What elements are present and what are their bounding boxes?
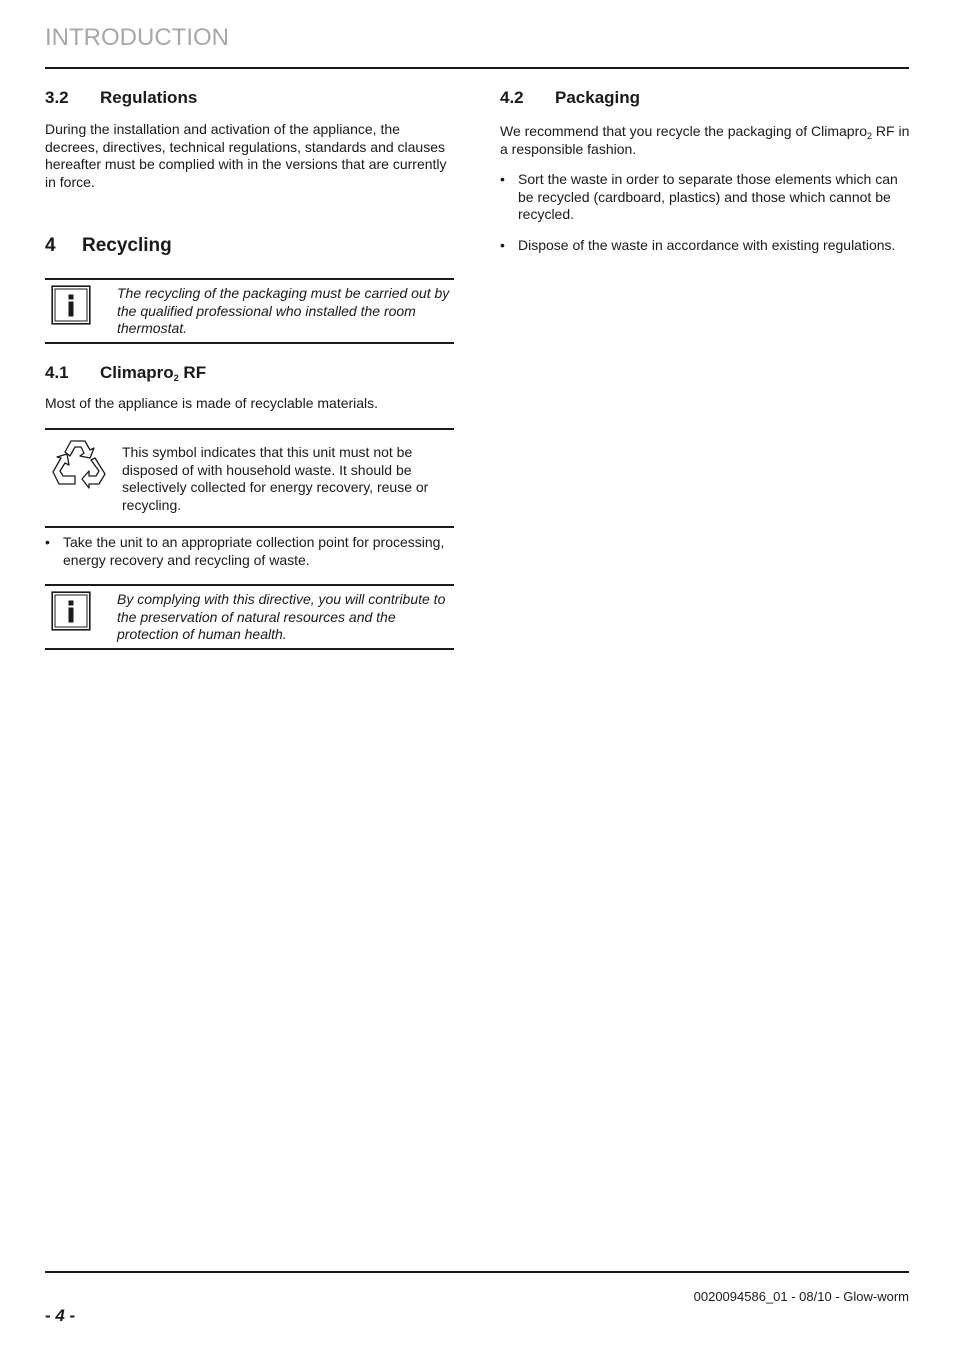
- header-rule: [45, 67, 909, 69]
- collection-bullet-list: [45, 534, 454, 569]
- left-column: [45, 88, 454, 650]
- packaging-paragraph: [500, 123, 910, 158]
- section-title: Packaging: [555, 88, 641, 107]
- title-main: Climapro: [100, 362, 174, 382]
- bullet-icon: •: [500, 171, 505, 187]
- section-3-2-heading: [45, 88, 454, 108]
- paragraph-text: We recommend that you recycle the packaging of Climapro: [500, 123, 868, 139]
- page-header-title: INTRODUCTION: [45, 24, 229, 51]
- list-item-text: Dispose of the waste in accordance with existing regulations.: [518, 236, 896, 253]
- right-column: [500, 88, 910, 254]
- section-4-heading: [45, 234, 454, 258]
- list-item: [45, 534, 454, 569]
- paragraph-subscript: 2: [867, 131, 873, 141]
- recyclable-materials-paragraph: Most of the appliance is made of recyclable materials.: [45, 394, 379, 411]
- title-subscript: 2: [173, 372, 179, 383]
- recycle-symbol-text: This symbol indicates that this unit must not be disposed of with household waste. It should be selectively collected for energy recovery, reuse or recycling.: [122, 444, 429, 513]
- regulations-paragraph: During the installation and activation of the appliance, the decrees, directives, technical regulations, standards and clauses hereafter must be complied with in the versions that are currently in force.: [45, 121, 447, 190]
- section-number: 4.2: [500, 88, 524, 107]
- bullet-icon: •: [45, 534, 50, 550]
- list-item-text: Take the unit to an appropriate collection point for processing, energy recovery and recycling of waste.: [63, 534, 445, 568]
- section-title: Recycling: [82, 235, 172, 256]
- info-icon: [51, 591, 91, 631]
- section-number: 3.2: [45, 88, 69, 107]
- footer-document-reference: 0020094586_01 - 08/10 - Glow-worm: [693, 1289, 909, 1304]
- list-item: [500, 237, 910, 255]
- page-number: - 4 -: [45, 1306, 76, 1325]
- list-item: [500, 171, 910, 224]
- list-item-text: Sort the waste in order to separate those elements which can be recycled (cardboard, plastics) and those which cannot be recycled.: [518, 171, 898, 222]
- section-number: 4.1: [45, 362, 69, 382]
- title-suffix: RF: [178, 362, 207, 382]
- info-note-text: By complying with this directive, you will contribute to the preservation of natural resources and the protection of human health.: [117, 591, 446, 642]
- paragraph-text-suffix: RF in a responsible fashion.: [500, 123, 910, 157]
- info-note-text: The recycling of the packaging must be carried out by the qualified professional who installed the room thermostat.: [117, 285, 450, 336]
- packaging-bullet-list: [500, 171, 910, 254]
- section-title: [100, 363, 206, 383]
- section-title: Regulations: [100, 88, 198, 107]
- section-4-2-heading: [500, 88, 910, 108]
- recycle-symbol-box: [45, 428, 454, 528]
- info-note-packaging: [45, 278, 454, 344]
- section-number: 4: [45, 235, 56, 256]
- bullet-icon: •: [500, 236, 505, 253]
- info-icon: [51, 285, 91, 325]
- footer-rule: [45, 1271, 909, 1273]
- section-4-1-heading: [45, 363, 454, 383]
- info-note-directive: [45, 584, 454, 650]
- recycle-icon: [51, 438, 107, 492]
